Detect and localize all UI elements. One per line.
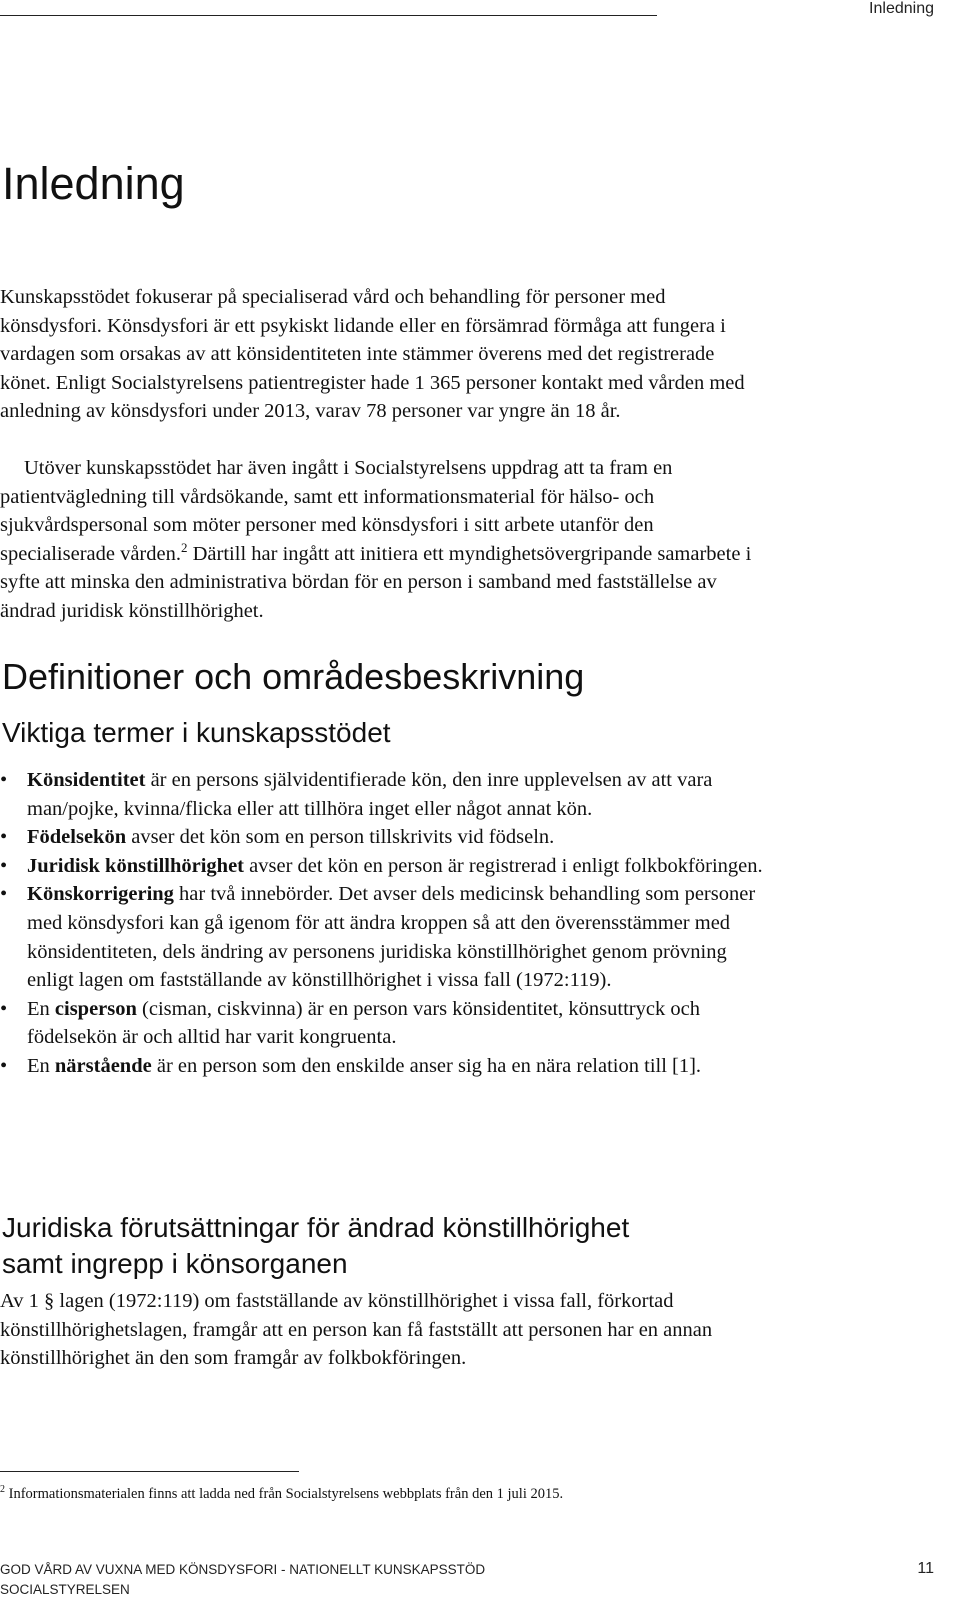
running-header: Inledning bbox=[869, 0, 934, 17]
section-heading-legal-line2: samt ingrepp i könsorganen bbox=[2, 1248, 348, 1279]
section-heading-legal-line1: Juridiska förutsättningar för ändrad könstillhörighet bbox=[2, 1212, 630, 1243]
footer-publisher: SOCIALSTYRELSEN bbox=[0, 1582, 130, 1597]
definition-text: avser det kön som en person tillskrivits vid födseln. bbox=[126, 826, 555, 849]
footnote-number: 2 bbox=[0, 1484, 5, 1495]
definition-item bbox=[0, 880, 770, 994]
definition-item bbox=[0, 1052, 770, 1081]
legal-paragraph: Av 1 § lagen (1972:119) om fastställande av könstillhörighet i vissa fall, förkortad könstillhörighetslagen, framgår att en person kan få fastställt att personen har en annan könstillhörighet än den som framgår av folkbokföringen. bbox=[0, 1290, 713, 1370]
definition-term: Könskorrigering bbox=[27, 883, 174, 906]
bullet-icon: • bbox=[0, 1054, 8, 1077]
intro-paragraph-2-text-b: Därtill har ingått att initiera ett myndighetsövergripande samarbete i syfte att minska den administrativa bördan för en person i samband med fastställelse av ändrad juridisk könstillhörighet. bbox=[0, 542, 752, 622]
footer-publication-title: GOD VÅRD AV VUXNA MED KÖNSDYSFORI - NATIONELLT KUNSKAPSSTÖD bbox=[0, 1562, 486, 1577]
bullet-icon: • bbox=[0, 854, 8, 877]
definition-text: är en persons självidentifierade kön, den inre upplevelsen av att vara man/pojke, kvinna/flicka eller att tillhöra inget eller något annat kön. bbox=[27, 769, 713, 820]
intro-paragraph-1: Kunskapsstödet fokuserar på specialiserad vård och behandling för personer med könsdysfori. Könsdysfori är ett psykiskt lidande eller en försämrad förmåga att fungera i vardagen som orsakas av att könsidentiteten inte stämmer överens med det registrerade könet. Enligt Socialstyrelsens patientregister hade 1 365 personer kontakt med vården med anledning av könsdysfori under 2013, varav 78 personer var yngre än 18 år. bbox=[0, 286, 745, 423]
definition-item bbox=[0, 852, 770, 881]
definition-text: har två innebörder. Det avser dels medicinsk behandling som personer med könsdysfori kan gå igenom för att ändra kroppen så att den överensstämmer med könsidentiteten, dels ändring av personens juridiska könstillhörighet genom prövning enligt lagen om fastställande av könstillhörighet i vissa fall (1972:119). bbox=[27, 883, 756, 992]
page-number: 11 bbox=[917, 1560, 934, 1577]
bullet-icon: • bbox=[0, 883, 8, 906]
definition-item bbox=[0, 995, 770, 1052]
definition-prefix: En bbox=[27, 997, 55, 1020]
definitions-list bbox=[0, 766, 770, 1081]
footnote-text: Informationsmaterialen finns att ladda ned från Socialstyrelsens webbplats från den 1 juli 2015. bbox=[5, 1486, 564, 1502]
page-title: Inledning bbox=[2, 158, 185, 209]
section-heading-legal bbox=[2, 1210, 629, 1282]
definition-term: Födelsekön bbox=[27, 826, 127, 849]
bullet-icon: • bbox=[0, 769, 8, 791]
definition-term: närstående bbox=[54, 1054, 152, 1077]
footnote-reference[interactable]: 2 bbox=[181, 539, 188, 555]
definition-term: cisperson bbox=[54, 997, 137, 1020]
definition-text: (cisman, ciskvinna) är en person vars könsidentitet, könsuttryck och födelsekön är och alltid har varit kongruenta. bbox=[27, 997, 700, 1049]
page-footer bbox=[0, 1560, 485, 1600]
definition-term: Juridisk könstillhörighet bbox=[27, 854, 245, 877]
section-heading-definitions: Definitioner och områdesbeskrivning bbox=[2, 656, 585, 697]
definition-item bbox=[0, 823, 770, 852]
bullet-icon: • bbox=[0, 997, 8, 1020]
definition-item bbox=[0, 766, 770, 823]
intro-paragraph-2-text-a: Utöver kunskapsstödet har även ingått i Socialstyrelsens uppdrag att ta fram en patientvägledning till vårdsökande, samt ett informationsmaterial för hälso- och sjukvårdspersonal som möter personer med könsdysfori i sitt arbete utanför den specialiserade vården. bbox=[0, 457, 673, 565]
definition-prefix: En bbox=[27, 1054, 55, 1077]
bullet-icon: • bbox=[0, 826, 8, 849]
definition-term: Könsidentitet bbox=[27, 769, 146, 791]
definition-text: är en person som den enskilde anser sig ha en nära relation till [1]. bbox=[151, 1054, 702, 1077]
footnote bbox=[0, 1486, 563, 1503]
definition-text: avser det kön en person är registrerad i enligt folkbokföringen. bbox=[244, 854, 763, 877]
subheading-key-terms: Viktiga termer i kunskapsstödet bbox=[2, 717, 391, 748]
header-rule bbox=[0, 15, 657, 16]
intro-paragraph-2 bbox=[0, 454, 770, 626]
footnote-rule bbox=[0, 1471, 299, 1472]
